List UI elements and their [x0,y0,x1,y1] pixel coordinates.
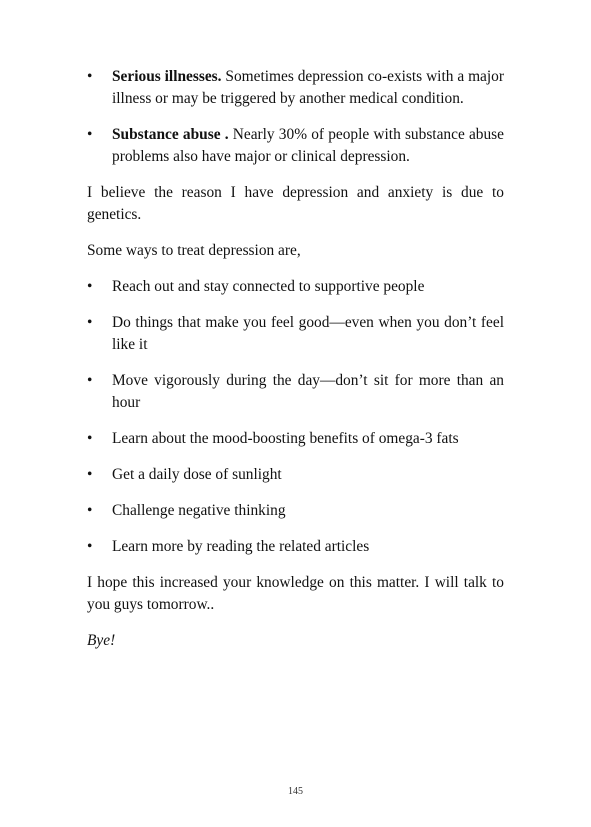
list-item [87,500,504,522]
list-item-text: Learn more by reading the related articles [112,538,370,555]
list-item-text: Get a daily dose of sunlight [112,466,282,483]
list-item [87,312,504,356]
list-item-text: Challenge negative thinking [112,502,286,519]
page-content [87,66,504,666]
closing-paragraph: I hope this increased your knowledge on this matter. I will talk to you guys tomorrow.. [87,574,504,613]
belief-paragraph: I believe the reason I have depression and anxiety is due to genetics. [87,184,504,223]
page-number: 145 [288,786,303,797]
list-item-text: Learn about the mood-boosting benefits of omega-3 fats [112,430,459,447]
bullet-icon: • [87,502,93,519]
list-item [87,276,504,298]
bullet-icon: • [87,538,93,555]
bullet-icon: • [87,372,93,389]
list-item-text: Reach out and stay connected to supportive people [112,278,425,295]
bullet-icon: • [87,314,93,331]
list-item-label: Serious illnesses. [112,68,222,85]
signoff-text: Bye! [87,632,116,649]
list-item [87,66,504,110]
list-item [87,370,504,414]
list-item-label: Substance abuse . [112,126,229,143]
list-item-text: Do things that make you feel good—even when you don’t feel like it [112,314,504,353]
list-item-text: Sometimes depression co-exists with a major illness or may be triggered by another medical condition. [112,68,504,107]
list-item [87,464,504,486]
causes-list [87,66,504,168]
list-item-text: Move vigorously during the day—don’t sit for more than an hour [112,372,504,411]
bullet-icon: • [87,126,93,143]
treatment-list [87,276,504,558]
list-item [87,124,504,168]
list-item [87,428,504,450]
list-item [87,536,504,558]
intro-paragraph: Some ways to treat depression are, [87,242,301,259]
bullet-icon: • [87,466,93,483]
bullet-icon: • [87,68,93,85]
bullet-icon: • [87,278,93,295]
list-item-text: Nearly 30% of people with substance abuse problems also have major or clinical depression. [112,126,504,165]
bullet-icon: • [87,430,93,447]
